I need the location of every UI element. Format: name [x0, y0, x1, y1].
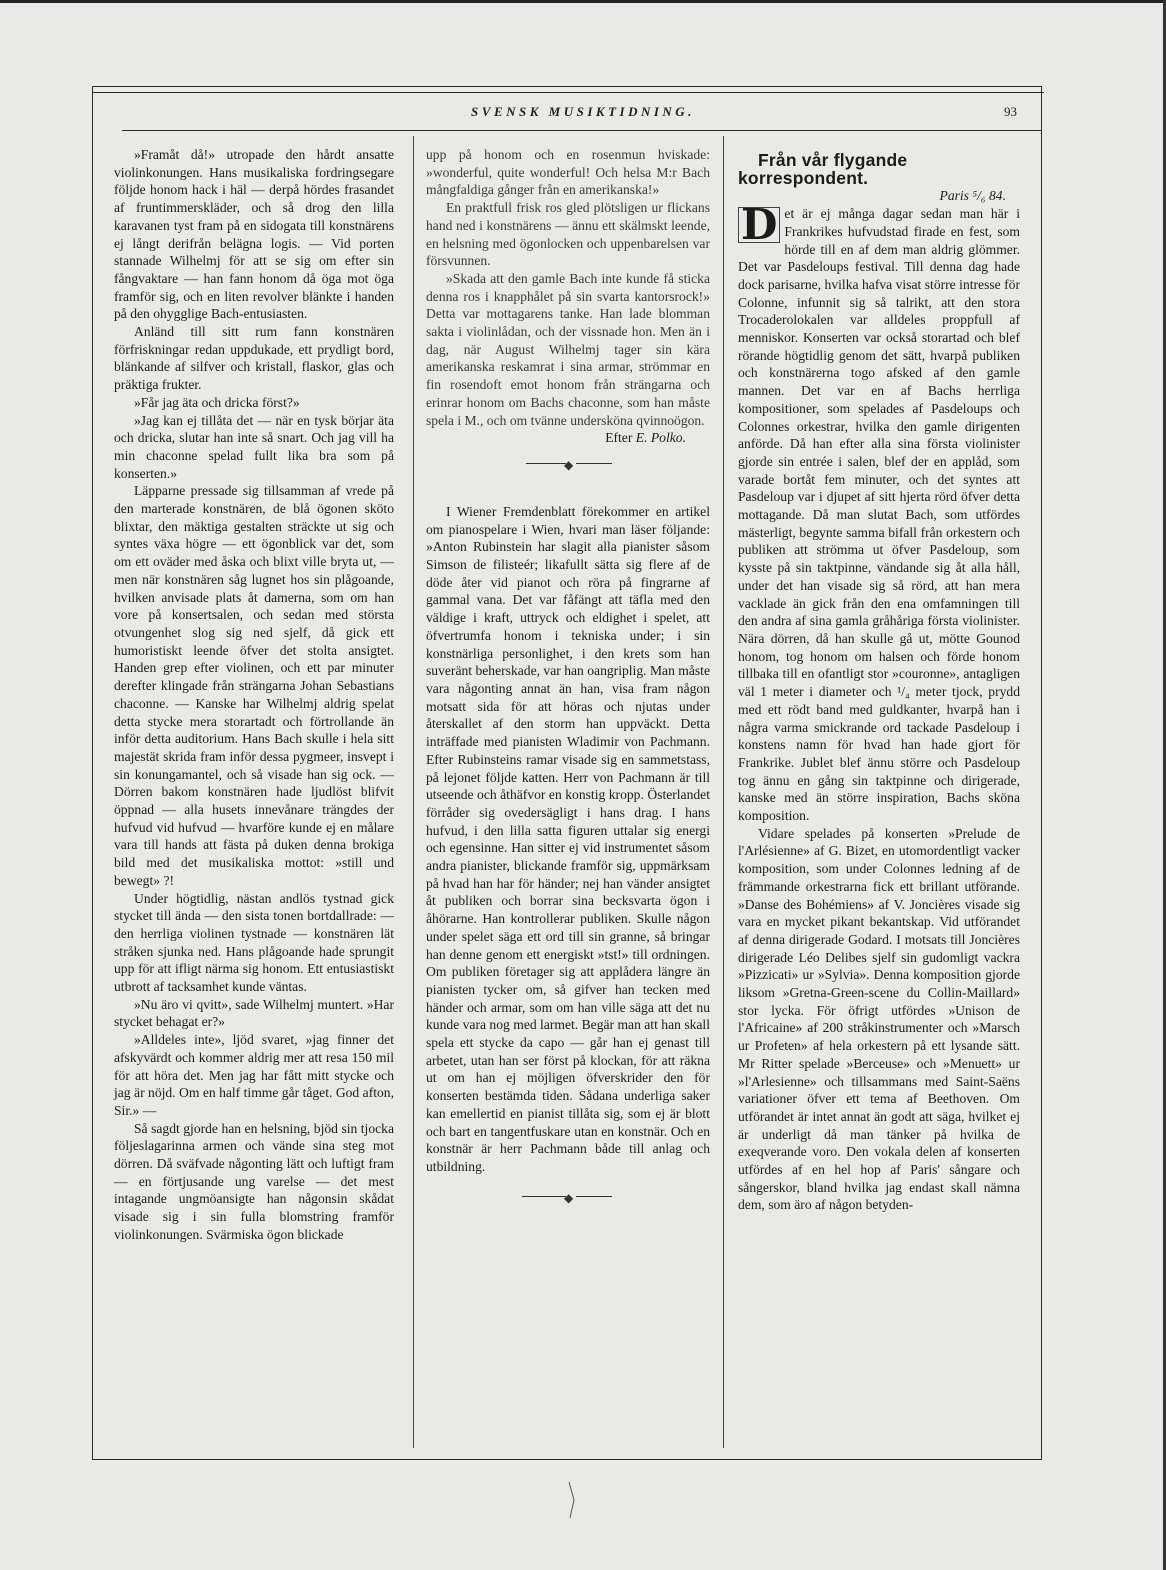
- end-divider-ornament: ◆: [426, 1190, 710, 1202]
- scan-artifact-mark: [566, 1480, 580, 1520]
- col1-paragraph: Läpparne pressade sig tillsamman af vrede på den marterade konstnären, de blå ögonen sköto blixtar, den mäktiga gestalten sträckte ut sig och syntes växa högre — ett ögonblick var det, som om ett oväder med åska och blixt ville bryta ut, — men när konstnären såg lugnet hos sin plågoande, hvilken anvisade plats åt damerna, som om han vore på konsertsalen, och sedan med största otvungenhet slog sig ned sjelf, då gick ett humoristiskt leende öfver det stolta ansigtet. Handen grep efter violinen, och ett par minuter derefter klingade från strängarna Johan Sebastians chaconne. — Kanske har Wilhelmj aldrig spelat detta stycke mera storartadt och förtrollande än inför detta auditorium. Hans Bach skulle i hela sitt majestät skrida fram inför dessa pygmeer, insvept i sin konungamantel, och så visade han sig ock. — Dörren bakom konstnären hade ljudlöst blifvit öppnad — alla husets innevånare trängdes der hufvud vid hufvud — hvarföre kunde ej en målare vara till hands att fästa på duken denna brokiga bild med det musikaliska mottot: »still und bewegt» ?!: [114, 483, 394, 888]
- scan-edge-top: [0, 0, 1166, 3]
- section-divider-ornament: ◆: [426, 457, 710, 469]
- col3-paragraph: Vidare spelades på konserten »Prelude de l'Arlésienne» af G. Bizet, en utomordentligt vacker komposition, som under Colonnes ledning af de främmande orkestrarna fick ett brillant utförande. »Danse des Bohémiens» af V. Joncières visade sig vara en mycket pikant bekantskap. Vid utförandet af denna dirigerade Godard. I motsats till Joncières dirigerade Léo Delibes sjelf sin gudomligt vackra »Pizzicati» ur »Sylvia». Denna komposition gjorde liksom »Gretna-Green-scene du Collin-Maillard» stor lycka. För öfrigt utfördes »Unison de l'Africaine» af 200 stråkinstrumenter och »Marsch ur Profeten» af hela orkestern på ett lysande sätt. Mr Ritter spelade »Berceuse» och »Menuett» ur »l'Arlesienne» och tillsammans med Saint-Saëns variationer öfver ett tema af Beethoven. Om utförandet är intet annat än godt att säga, hvilket ej är underligt då man tänker på hvilka de exeqverande voro. Den vokala delen af konserten utfördes af en hel hop af Paris' sångare och sångerskor, bland hvilka jag endast skall nämna dem, som äro af någon betyden-: [738, 825, 1020, 1213]
- col2-paragraph: I Wiener Fremdenblatt förekommer en artikel om pianospelare i Wien, hvari man läser följande: »Anton Rubinstein har slagit alla pianister såsom Simson de filisteér; likafullt sätta sig flere af de döde åter vid pianot och röra på fingrarne af gammal vana. Det var fåfängt att täfla med den väldige i kraft, uttryck och eldighet i spelet, att öfvertrumfa honom i tekniska under; i sin konstnärliga personlighet, i den krets som han suveränt beherskade, var han oangriplig. Man måste vara någonting annat än han, visa fram någon motsatt sida för att höras och njutas under återskallet af den storm han uppväckt. Detta inträffade med pianisten Wladimir von Pachmann. Efter Rubinsteins ramar visade sig en sammetstass, på lejonet följde katten. Herr von Pachmann är till utseende och åthäfvor en konstig kropp. Österlandet förråder sig ovedersägligt i hans drag. I hans hufvud, i den lilla satta figuren uttalar sig energi och egensinne. Han sitter ej vid instrumentet såsom andra pianister, blickande framför sig, uppmärksam på hvad han har för händer; nej han vänder ansigtet åt publiken och borrar sina becksvarta ögon i åhörarne. Han kontrollerar publiken. Skulle någon under spelet säga ett ord till sin granne, så bringar han denne genom ett energiskt »tst!» till ordningen. Om publiken företager sig att applådera längre än pianisten tycker om, så gifver han tecken med händer och armar, som om han ville säga att det nu kunde vara nog med larmet. Begär man att han skall spela ett stycke da capo — går han ej genast till arbetet, utan han ser först på klockan, för att räkna ut om han ej möjligen öfverskrider den för konserten bestämda tiden. Sådana underliga saker kan emellertid en pianist tillåta sig, som ej är blott och bart en tangentfuskare utan en konstnär. Och en konstnär är herr Pachmann både till anlag och utbildning.: [426, 503, 710, 1174]
- column-2: [426, 146, 710, 1205]
- col1-paragraph: »Alldeles inte», ljöd svaret, »jag finner det afskyvärdt och kommer aldrig mer att resa 150 mil för att höra det. Men jag har fått mitt stycke och jag är nöjd. Om en half timme går tåget. God afton, Sir.» —: [114, 1032, 394, 1118]
- column-divider-left: [413, 136, 414, 1448]
- article-dateline: Paris ⁵/₆ 84.: [939, 188, 1006, 204]
- col2-paragraph: »Skada att den gamle Bach inte kunde få sticka denna ros i knapphålet på sin svarta kantorsrock!» Detta var mottagarens tanke. Han lade blomman sakta i violinlådan, och der vissnade hon. Men än i dag, när August Wilhelmj tager sin kära amerikanska reskamrat i sina armar, strömmar en fin rosendoft emot honom från strängarna och erinrar honom om Bachs chaconne, som han måste spela i M., och om tvänne undersköna qvinnoögon.: [426, 270, 710, 428]
- column-1: [114, 146, 394, 1244]
- col1-paragraph: Under högtidlig, nästan andlös tystnad gick stycket till ända — den sista tonen bortdallrade: — den herrliga violinen tystnade — konstnären lät stråken sjunka ned. Hans plågoande hade sprungit upp för att ifligt närma sig honom. Ett entusiastiskt utbrott af tacksamhet kunde väntas.: [114, 890, 394, 995]
- col2-paragraph: En praktfull frisk ros gled plötsligen ur flickans hand ned i konstnärens — ännu ett skälmskt leende, en helsning med ögonlocken och uppenbarelsen var försvunnen.: [426, 200, 710, 269]
- header-bottom-rule: [122, 130, 1042, 131]
- col3-first-paragraph-text: et är ej många dagar sedan man här i Frankrikes hufvudstad firade en fest, som hörde till en af dem man aldrig glömmer. Det var Pasdeloups festival. Till denna dag hade dock parisarne, hvilka hafva visat större intresse för Colonne, infunnit sig så talrikt, att den stora Trocaderolokalen var alldeles proppfull af menniskor. Konserten var också storartad och blef rörande högtidlig genom det sätt, hvarpå publiken och konstnärerna togo afsked af den gamle mannen. Det var en af Bachs herrliga kompositioner, som spelades af Pasdeloups och Colonnes orkestrar, hvilka den gamle dirigenten anförde. Då han efter alla sina första violinister gjorde sin entrée i salen, blef der en applåd, som varade bortåt fem minuter, och det syntes att Pasdeloup var i djupet af sitt hjerta rörd öfver detta mottagande. Då man slutat Bach, som utfördes mästerligt, begynte samma bifall från orkestern och publiken att strömma ut öfver Pasdeloup, som kysste på sin taktpinne, vändande sig åt alla håll, under det han visade sig så rörd, att han mera vacklade än gick från den ena omfamningen till den andra af sina gamla gråhåriga första violinister. Nära dörren, då han skulle gå ut, mötte Gounod honom, tog honom om halsen och förde honom tillbaka till en ofantligt stor »couronne», antagligen väl 1 meter i diameter och ¹/₄ meter tjock, prydd med ett rödt band med guldkanter, hvarpå han i några varma smickrande ord tackade Pasdeloup i konstens namn för hvad han hade gjort för Frankrike. Jublet blef ännu större och Pasdeloup tog ännu en gång sin taktpinne och dirigerade, kanske med än större inspiration, Bachs sköna komposition.: [738, 206, 1020, 824]
- col1-paragraph: »Får jag äta och dricka först?»: [134, 394, 300, 410]
- col1-paragraph: Anländ till sitt rum fann konstnären förfriskningar redan uppdukade, ett prydligt bord, blänkande af silfver och kristall, flaskor, glas och präktiga frukter.: [114, 324, 394, 393]
- col3-paragraph: [738, 200, 1020, 825]
- col1-paragraph: »Jag kan ej tillåta det — när en tysk börjar äta och dricka, slutar han inte så snart. Och jag vill ha min chaconne spelad fullt lika bra som på konserten.»: [114, 412, 394, 481]
- page-number: 93: [1004, 104, 1017, 119]
- signature-author: E. Polko.: [635, 430, 686, 446]
- article-heading: Från vår flygande korrespondent.: [738, 150, 908, 188]
- drop-cap-letter: D: [738, 207, 780, 243]
- column-3: [738, 152, 1020, 1214]
- col2-paragraph: upp på honom och en rosenmun hviskade: »wonderful, quite wonderful! Och helsa M:r Bach mångfaldiga gånger från en amerikanska!»: [426, 147, 710, 198]
- header-top-rule: [92, 92, 1044, 93]
- column-divider-right: [723, 136, 724, 1448]
- col1-paragraph: »Nu äro vi qvitt», sade Wilhelmj muntert. »Har stycket behagat er?»: [114, 996, 394, 1030]
- col1-paragraph: »Framåt då!» utropade den hårdt ansatte violinkonungen. Hans musikaliska fordringsegare följde honom hack i häl — derpå hördes frasandet af fruntimmerskläder, och så drog den lilla karavanen tyst fram på en sidogata till konstnärens ej långt derifrån belägna logis. — Vid porten stannade Wilhelmj för att se sig om efter sin fångvaktare — han fann honom då öga mot öga framför sig, och en liten revolver blänkte i handen på den ohygglige Bach-entusiasten.: [114, 147, 394, 322]
- col1-paragraph: Så sagdt gjorde han en helsning, bjöd sin tjocka följeslagarinna armen och vände sina steg mot dörren. Då sväfvade någonting lätt och luftigt fram — en förtjusande ung varelse — det mest intagande ungmöansigte han någonsin skådat visade sig i sin fulla blomstring framför violinkonungen. Svärmiska ögon blickade: [114, 1120, 394, 1242]
- article-signature: [426, 429, 710, 447]
- signature-prefix: Efter: [605, 430, 633, 446]
- running-header-title: SVENSK MUSIKTIDNING.: [471, 104, 695, 119]
